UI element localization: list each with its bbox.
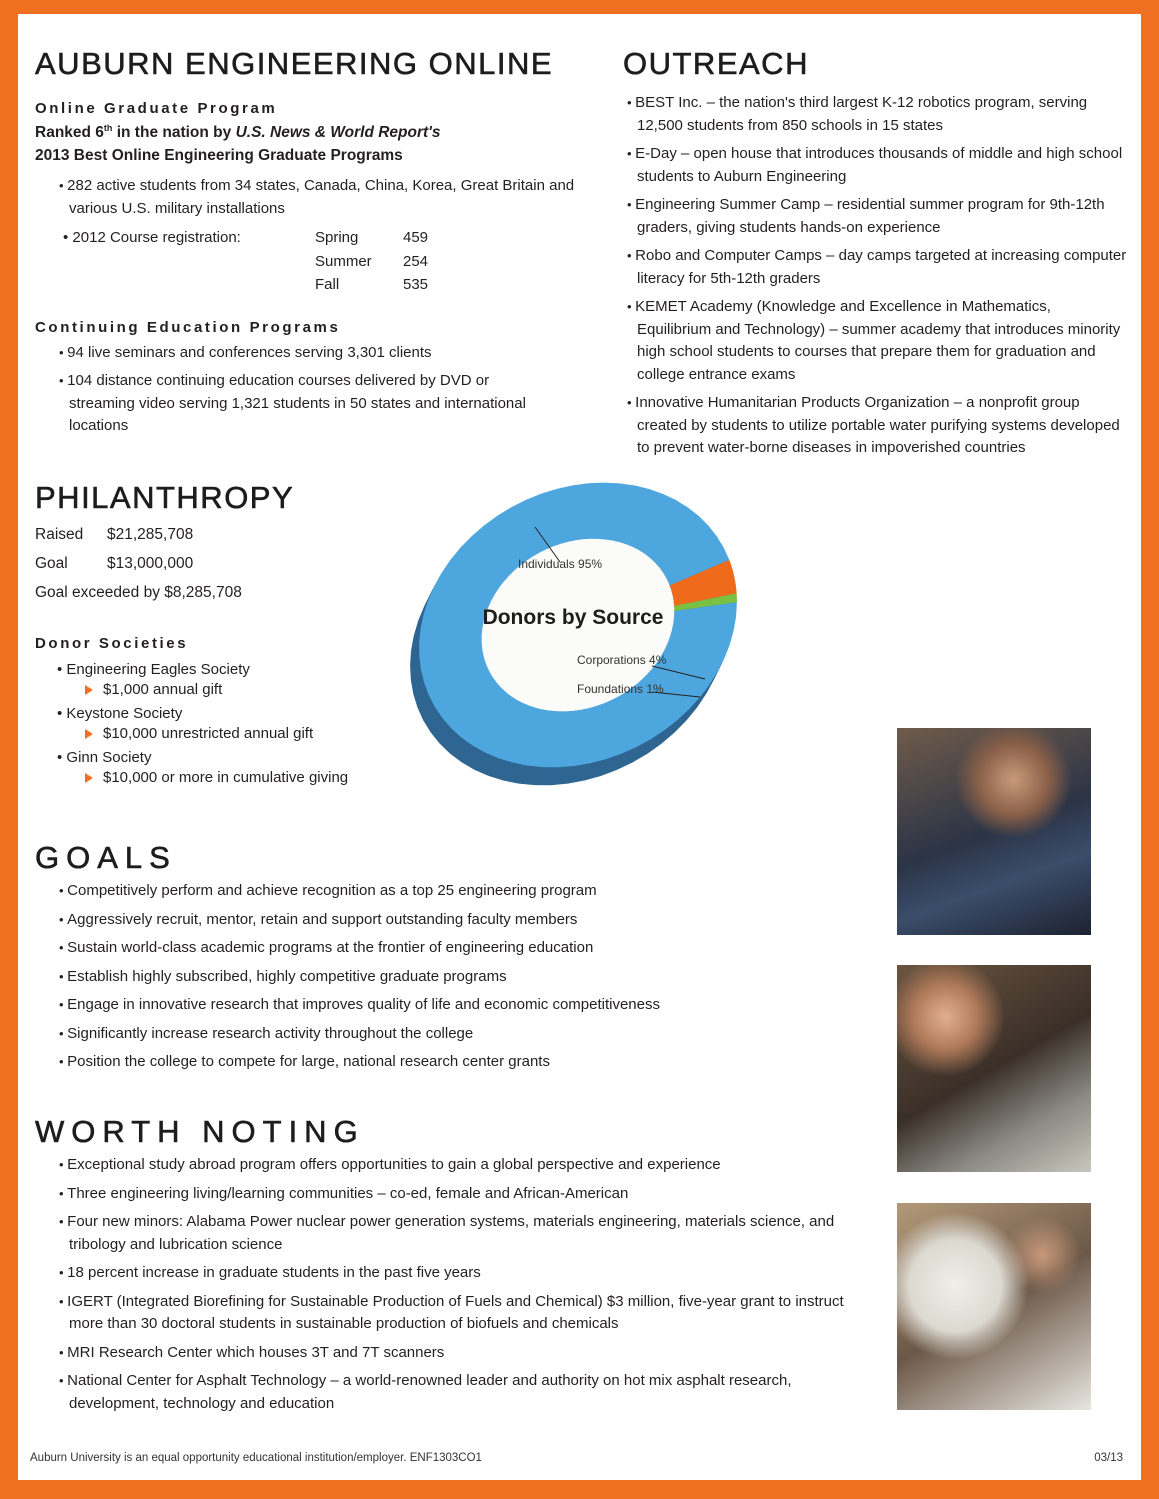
goal-row: Goal $13,000,000 bbox=[35, 555, 194, 572]
reg-term: Spring bbox=[315, 229, 359, 247]
list-item: • National Center for Asphalt Technology – a world-renowned leader and authority on hot mix asphalt research, development, technology and education bbox=[55, 1370, 855, 1415]
society-name: • Keystone Society bbox=[57, 705, 183, 722]
list-item: • Robo and Computer Camps – day camps targeted at increasing computer literacy for 5th-12th graders bbox=[623, 245, 1128, 290]
raised-row: Raised $21,285,708 bbox=[35, 526, 194, 543]
list-item: • Innovative Humanitarian Products Organization – a nonprofit group created by students to utilize portable water purifying systems developed to prevent water-borne diseases in impoverished countries bbox=[623, 392, 1128, 460]
data-label: Foundations 1% bbox=[577, 682, 664, 696]
photo-lab-researchers bbox=[897, 1203, 1091, 1410]
list-item: • Position the college to compete for large, national research center grants bbox=[55, 1051, 895, 1074]
list-item: • Aggressively recruit, mentor, retain and support outstanding faculty members bbox=[55, 909, 895, 932]
list-item: • Exceptional study abroad program offers opportunities to gain a global perspective and experience bbox=[55, 1154, 855, 1177]
online-subtitle: Online Graduate Program bbox=[35, 100, 278, 117]
list-item: • Competitively perform and achieve recognition as a top 25 engineering program bbox=[55, 880, 895, 903]
exceeded-row: Goal exceeded by $8,285,708 bbox=[35, 584, 242, 601]
philanthropy-heading: PHILANTHROPY bbox=[35, 480, 295, 515]
list-item: • Sustain world-class academic programs at the frontier of engineering education bbox=[55, 937, 895, 960]
reg-count: 535 bbox=[403, 276, 429, 294]
footer-text: Auburn University is an equal opportunity educational institution/employer. ENF1303CO1 bbox=[30, 1452, 482, 1464]
worth-noting-heading: WORTH NOTING bbox=[35, 1114, 365, 1149]
philanthropy-section bbox=[35, 480, 415, 792]
goals-heading: GOALS bbox=[35, 840, 177, 875]
list-item: • Three engineering living/learning communities – co-ed, female and African-American bbox=[55, 1183, 855, 1206]
page bbox=[18, 14, 1141, 1480]
data-label: Individuals 95% bbox=[518, 557, 603, 571]
list-item: • IGERT (Integrated Biorefining for Sustainable Production of Fuels and Chemical) $3 million, five-year grant to instruct more than 30 doctoral students in sustainable production of biofuels and chemicals bbox=[55, 1291, 855, 1336]
ranking-text: Ranked 6th in the nation by U.S. News & World Report's 2013 Best Online Engineering Graduate Programs bbox=[35, 123, 441, 165]
reg-term: Fall bbox=[315, 276, 340, 294]
outreach-section bbox=[623, 46, 1128, 466]
donors-chart bbox=[390, 480, 750, 800]
registration-table bbox=[35, 226, 595, 297]
society-detail: $10,000 unrestricted annual gift bbox=[67, 724, 415, 744]
worth-noting-section bbox=[35, 1114, 855, 1421]
list-item: • 282 active students from 34 states, Canada, China, Korea, Great Britain and various U.S. military installations bbox=[55, 175, 595, 220]
list-item: • E-Day – open house that introduces thousands of middle and high school students to Auburn Engineering bbox=[623, 143, 1128, 188]
list-item: • BEST Inc. – the nation's third largest K-12 robotics program, serving 12,500 students from 850 schools in 15 states bbox=[623, 92, 1128, 137]
footer-date: 03/13 bbox=[1094, 1452, 1123, 1464]
photo-students-laptops bbox=[897, 965, 1091, 1172]
data-label: Corporations 4% bbox=[577, 653, 667, 667]
society-detail: $1,000 annual gift bbox=[67, 680, 415, 700]
goals-section bbox=[35, 840, 895, 1080]
reg-label: • 2012 Course registration: bbox=[63, 229, 241, 247]
reg-count: 459 bbox=[403, 229, 429, 247]
ce-heading: Continuing Education Programs bbox=[35, 318, 341, 336]
photo-student-robotics bbox=[897, 728, 1091, 935]
outreach-heading: OUTREACH bbox=[623, 46, 809, 81]
society-name: • Engineering Eagles Society bbox=[57, 661, 250, 678]
list-item: • MRI Research Center which houses 3T and 7T scanners bbox=[55, 1342, 855, 1365]
reg-count: 254 bbox=[403, 252, 429, 270]
online-heading: AUBURN ENGINEERING ONLINE bbox=[35, 46, 554, 81]
list-item: • 18 percent increase in graduate students in the past five years bbox=[55, 1262, 855, 1285]
list-item: • KEMET Academy (Knowledge and Excellence in Mathematics, Equilibrium and Technology) – summer academy that introduces minority high school students to courses that prepare them for graduation and college entrance exams bbox=[623, 296, 1128, 386]
online-section bbox=[35, 46, 595, 444]
societies-heading: Donor Societies bbox=[35, 635, 189, 652]
reg-term: Summer bbox=[315, 252, 372, 270]
list-item: • Four new minors: Alabama Power nuclear power generation systems, materials engineering, materials science, and tribology and lubrication science bbox=[55, 1211, 855, 1256]
list-item: • 104 distance continuing education courses delivered by DVD or streaming video serving 1,321 students in 50 states and international locations bbox=[55, 370, 535, 438]
list-item: • Engage in innovative research that improves quality of life and economic competitiveness bbox=[55, 994, 895, 1017]
chart-title: Donors by Source bbox=[482, 606, 664, 629]
list-item: • 94 live seminars and conferences serving 3,301 clients bbox=[55, 342, 535, 365]
society-detail: $10,000 or more in cumulative giving bbox=[67, 768, 415, 788]
list-item: • Engineering Summer Camp – residential summer program for 9th-12th graders, giving students hands-on experience bbox=[623, 194, 1128, 239]
society-name: • Ginn Society bbox=[57, 749, 152, 766]
list-item: • Significantly increase research activity throughout the college bbox=[55, 1023, 895, 1046]
list-item: • Establish highly subscribed, highly competitive graduate programs bbox=[55, 966, 895, 989]
